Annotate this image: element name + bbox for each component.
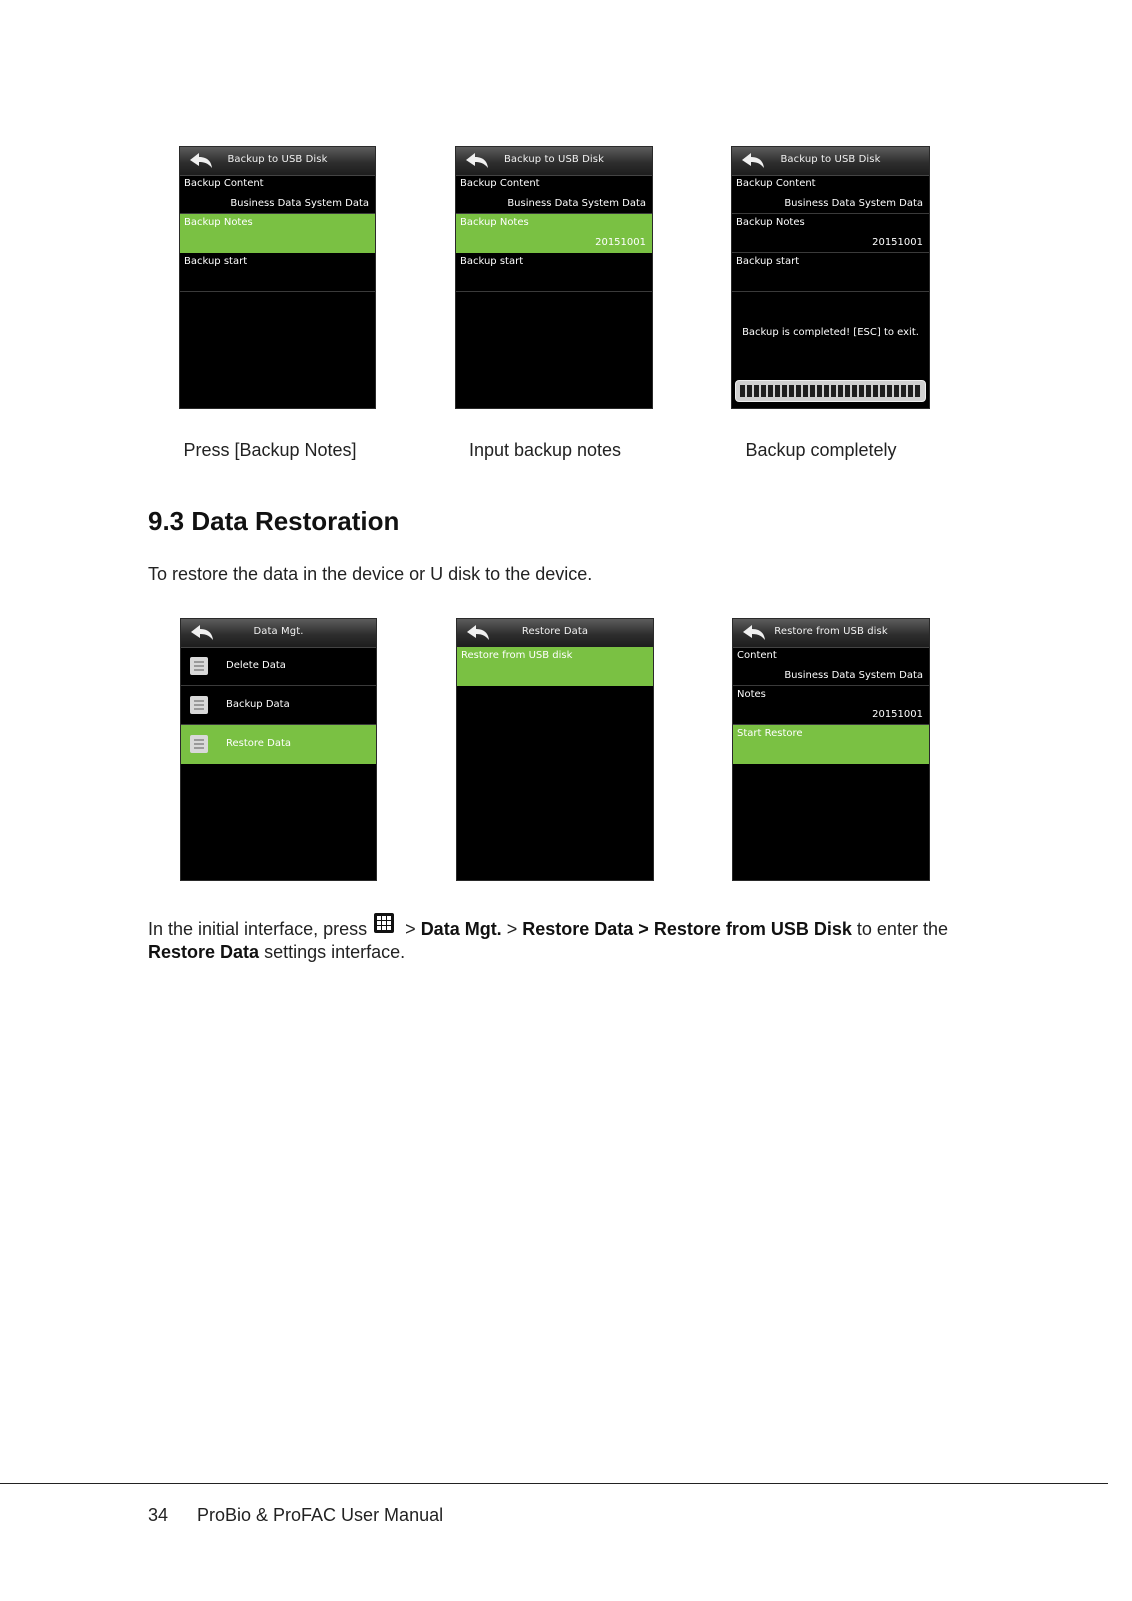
- row-backup-content[interactable]: [180, 175, 375, 214]
- row-notes[interactable]: [733, 686, 929, 725]
- progress-fill: [740, 385, 921, 397]
- menu-item-backup-data[interactable]: [181, 686, 376, 725]
- row-label: Backup start: [184, 256, 248, 267]
- row-value: Business Data System Data: [784, 670, 923, 681]
- completion-message: Backup is completed! [ESC] to exit.: [742, 327, 919, 338]
- path-data-mgt: Data Mgt.: [420, 919, 502, 939]
- footer-title: ProBio & ProFAC User Manual: [197, 1505, 444, 1525]
- section-intro: To restore the data in the device or U disk to the device.: [148, 564, 593, 584]
- row-backup-start[interactable]: [180, 253, 375, 292]
- row-label: Backup Notes: [736, 217, 805, 228]
- row-start-restore[interactable]: [733, 725, 929, 764]
- row-value: 20151001: [872, 237, 923, 248]
- screen-header: [733, 619, 929, 648]
- row-backup-start[interactable]: [456, 253, 652, 292]
- caption-backup-completely: Backup completely: [745, 440, 897, 460]
- screen-title: Restore Data: [521, 626, 589, 637]
- row-value: Business Data System Data: [784, 198, 923, 209]
- instruction-text: In the initial interface, press: [148, 919, 368, 939]
- row-backup-start[interactable]: [732, 253, 929, 292]
- menu-item-delete-data[interactable]: [181, 647, 376, 686]
- caption-press-backup-notes: Press [Backup Notes]: [183, 440, 357, 460]
- row-backup-notes[interactable]: [180, 214, 375, 253]
- footer-divider: [0, 1483, 1108, 1484]
- row-label: Notes: [737, 689, 766, 700]
- path-separator: >: [405, 919, 416, 939]
- screen-title: Restore from USB disk: [774, 626, 888, 637]
- row-label: Restore from USB disk: [461, 650, 573, 661]
- menu-item-restore-data[interactable]: [181, 725, 376, 764]
- row-restore-from-usb[interactable]: [457, 647, 653, 686]
- row-label: Backup start: [460, 256, 524, 267]
- screen-header: [180, 147, 375, 176]
- row-value: Business Data System Data: [507, 198, 646, 209]
- menu-label: Restore Data: [226, 738, 291, 749]
- row-backup-content[interactable]: [732, 175, 929, 214]
- row-label: Backup Notes: [184, 217, 253, 228]
- screen-input-notes: [455, 146, 653, 409]
- row-value: Business Data System Data: [230, 198, 369, 209]
- row-backup-notes[interactable]: [732, 214, 929, 253]
- delete-data-icon: [190, 657, 208, 675]
- screen-header: [181, 619, 376, 648]
- backup-progress-bar: [735, 380, 926, 402]
- row-backup-content[interactable]: [456, 175, 652, 214]
- screen-title: Backup to USB Disk: [780, 154, 881, 165]
- screen-header: [457, 619, 653, 648]
- screen-header: [456, 147, 652, 176]
- main-menu-icon: [374, 913, 394, 933]
- row-content[interactable]: [733, 647, 929, 686]
- menu-label: Backup Data: [226, 699, 290, 710]
- row-label: Content: [737, 650, 777, 661]
- caption-input-backup-notes: Input backup notes: [468, 440, 622, 460]
- screen-title: Data Mgt.: [253, 626, 304, 637]
- instruction-text: settings interface.: [264, 942, 406, 962]
- row-label: Backup Content: [736, 178, 816, 189]
- row-value: 20151001: [595, 237, 646, 248]
- row-backup-notes[interactable]: [456, 214, 652, 253]
- row-label: Backup Notes: [460, 217, 529, 228]
- screen-title: Backup to USB Disk: [227, 154, 328, 165]
- row-label: Start Restore: [737, 728, 803, 739]
- row-value: 20151001: [872, 709, 923, 720]
- restore-data-icon: [190, 735, 208, 753]
- instruction-line-1: [148, 913, 948, 940]
- path-restore-data: Restore Data: [522, 919, 634, 939]
- section-heading: 9.3 Data Restoration: [148, 506, 400, 536]
- path-separator: >: [638, 919, 649, 939]
- instruction-line-2: [148, 942, 405, 963]
- row-label: Backup Content: [184, 178, 264, 189]
- instruction-text: to enter the: [856, 919, 948, 939]
- screen-restore-data: [456, 618, 654, 881]
- screen-backup-complete: [731, 146, 930, 409]
- row-label: Backup Content: [460, 178, 540, 189]
- backup-data-icon: [190, 696, 208, 714]
- screen-restore-from-usb: [732, 618, 930, 881]
- page-number: 34: [148, 1505, 169, 1525]
- row-label: Backup start: [736, 256, 800, 267]
- screen-data-mgt: [180, 618, 377, 881]
- screen-header: [732, 147, 929, 176]
- path-separator: >: [506, 919, 518, 939]
- screen-title: Backup to USB Disk: [503, 154, 605, 165]
- screen-backup-notes: [179, 146, 376, 409]
- path-restore-from-usb: Restore from USB Disk: [653, 919, 852, 939]
- menu-label: Delete Data: [226, 660, 286, 671]
- path-restore-data-settings: Restore Data: [148, 942, 260, 962]
